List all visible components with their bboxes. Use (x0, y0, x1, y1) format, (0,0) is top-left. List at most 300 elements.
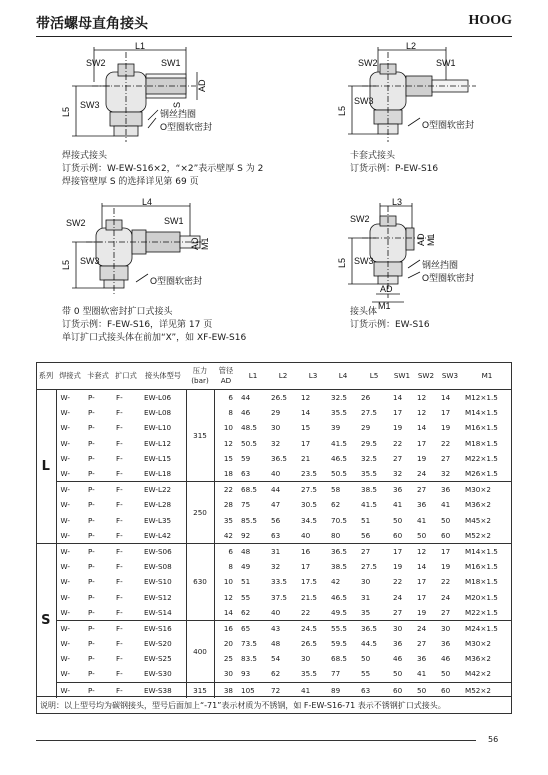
table-cell-l2: 72 (268, 682, 298, 698)
table-cell-l1: 50.5 (241, 438, 258, 448)
table-cell-w: W- (56, 682, 84, 698)
table-cell-m1: M36×2 (465, 500, 491, 510)
table-row (36, 513, 512, 528)
col-header: SW1 (390, 362, 414, 390)
table-cell-sw2: 17 (417, 438, 427, 448)
col-header: L1 (238, 362, 268, 390)
page-header (36, 6, 512, 37)
table-cell-l5: 41.5 (361, 500, 378, 510)
table-cell-m1: M18×1.5 (465, 577, 498, 587)
table-cell-m1: M22×1.5 (465, 453, 498, 463)
table-cell-f: F- (112, 482, 140, 498)
table-cell-l3: 24.5 (298, 620, 328, 636)
table-cell-sw3: 32 (441, 469, 451, 479)
table-row (36, 605, 512, 621)
dim-sw1-label: SW1 (164, 216, 184, 226)
table-cell-l2: 63 (271, 530, 281, 540)
dim-l5-label: L5 (61, 106, 71, 117)
table-cell-p: P- (88, 639, 95, 649)
table-cell-sw2: 27 (417, 639, 427, 649)
table-cell-l2: 44 (268, 482, 298, 498)
table-cell-w: W- (60, 562, 70, 572)
table-cell-w: W- (60, 577, 70, 587)
table-row (36, 497, 512, 512)
table-cell-ad: 20 (223, 639, 233, 649)
series-cell: S (36, 543, 56, 697)
col-header: 焊接式 (56, 362, 84, 390)
dim-sw2-label: SW2 (86, 58, 106, 68)
table-cell-m1: M26×1.5 (465, 469, 498, 479)
table-cell-m: EW-S38 (140, 682, 186, 698)
table-cell-l4: 35.5 (331, 408, 348, 418)
table-cell-m: EW-L15 (144, 453, 172, 463)
table-cell-sw1: 30 (390, 620, 414, 636)
table-cell-l1: 55 (241, 592, 251, 602)
table-cell-m: EW-S10 (144, 577, 172, 587)
table-cell-l4: 80 (331, 530, 341, 540)
table-cell-w: W- (60, 530, 70, 540)
table-cell-m: EW-S25 (144, 654, 172, 664)
table-cell-l2: 29 (271, 408, 281, 418)
spec-table (36, 362, 512, 698)
table-cell-l3: 41 (298, 682, 328, 698)
table-cell-sw2: 12 (414, 543, 438, 559)
table-cell-m: EW-L10 (144, 423, 172, 433)
table-cell-sw1: 19 (393, 423, 403, 433)
dim-ad-label: AD (416, 233, 426, 246)
dim-l4-label: L4 (142, 198, 153, 207)
table-cell-sw2: 24 (417, 469, 427, 479)
table-cell-sw2: 19 (417, 607, 427, 617)
body-caption (350, 306, 430, 332)
table-cell-sw2: 41 (417, 669, 427, 679)
table-cell-m: EW-L18 (144, 469, 172, 479)
table-cell-f: F- (116, 592, 123, 602)
table-cell-l2: 36.5 (271, 453, 288, 463)
table-cell-l2: 48 (271, 639, 281, 649)
table-header-row (36, 362, 512, 390)
dim-ad-label: AD (197, 79, 207, 92)
table-row (36, 390, 512, 406)
table-cell-p: P- (88, 393, 95, 403)
table-cell-sw3: 60 (438, 682, 462, 698)
table-cell-sw1: 22 (393, 577, 403, 587)
table-cell-l3: 26.5 (301, 639, 318, 649)
table-cell-sw3: 30 (438, 620, 462, 636)
table-cell-ad: 28 (223, 500, 233, 510)
o-ring-seal-label: O型圈软密封 (422, 120, 475, 130)
table-cell-f: F- (116, 453, 123, 463)
dim-l1-label: L1 (135, 42, 146, 51)
table-cell-m1: M24×1.5 (462, 620, 512, 636)
table-cell-l1: 51 (241, 577, 251, 587)
table-cell-w: W- (56, 482, 84, 498)
table-cell-p: P- (88, 592, 95, 602)
table-cell-ad: 6 (228, 393, 233, 403)
table-cell-f: F- (116, 530, 123, 540)
table-cell-p: P- (88, 438, 95, 448)
table-cell-l3: 34.5 (301, 515, 318, 525)
table-cell-l5: 51 (361, 515, 371, 525)
table-cell-l4: 70.5 (331, 515, 348, 525)
table-cell-w: W- (56, 620, 84, 636)
table-cell-sw1: 41 (393, 500, 403, 510)
table-cell-sw3: 19 (441, 423, 451, 433)
dim-l5-label: L5 (61, 259, 71, 270)
table-cell-w: W- (60, 515, 70, 525)
body-fitting-drawing (336, 198, 486, 310)
table-row (36, 451, 512, 466)
table-cell-l3: 23.5 (301, 469, 318, 479)
col-header: 管径AD (214, 362, 238, 390)
table-cell-f: F- (116, 669, 123, 679)
table-cell-sw1: 22 (393, 438, 403, 448)
table-cell-f: F- (116, 607, 123, 617)
table-cell-p: P- (88, 500, 95, 510)
weld-caption (62, 150, 263, 189)
table-cell-m: EW-L22 (140, 482, 186, 498)
page-number: 56 (488, 735, 499, 744)
table-cell-l2: 31 (268, 543, 298, 559)
table-cell-sw1: 32 (393, 469, 403, 479)
table-cell-l4: 59.5 (331, 639, 348, 649)
table-cell-ad: 30 (223, 669, 233, 679)
caption-line: 单订扩口式接头体在前加“X”，如 XF-EW-S16 (62, 333, 247, 343)
col-header: 扩口式 (112, 362, 140, 390)
table-cell-ad: 6 (214, 543, 238, 559)
table-cell-m1: M52×2 (465, 530, 491, 540)
col-header: SW3 (438, 362, 462, 390)
table-cell-sw1: 24 (393, 592, 403, 602)
dim-sw1-label: SW1 (436, 58, 456, 68)
table-cell-m: EW-L35 (144, 515, 172, 525)
table-note: 说明：以上型号均为碳钢接头，型号后面加上“-71”表示材质为不锈钢，如 F-EW-S16-71 表示不锈钢扩口式接头。 (36, 696, 512, 714)
table-cell-m: EW-L08 (144, 408, 172, 418)
table-cell-sw2: 24 (414, 620, 438, 636)
table-cell-sw1: 17 (393, 408, 403, 418)
table-cell-l1: 93 (241, 669, 251, 679)
table-cell-l4: 41.5 (331, 438, 348, 448)
dim-sw3-label: SW3 (80, 100, 100, 110)
table-cell-ad: 14 (223, 607, 233, 617)
table-cell-f: F- (116, 408, 123, 418)
table-cell-l1: 63 (241, 469, 251, 479)
table-cell-w: W- (60, 592, 70, 602)
table-cell-l2: 40 (271, 469, 281, 479)
table-cell-w: W- (60, 500, 70, 510)
table-cell-m: EW-S06 (140, 543, 186, 559)
table-cell-f: F- (116, 639, 123, 649)
table-row (36, 636, 512, 651)
col-header: SW2 (414, 362, 438, 390)
dim-l2-label: L2 (406, 42, 417, 51)
col-header: 系列 (36, 362, 56, 390)
dim-sw2-label: SW2 (350, 214, 370, 224)
table-cell-l1: 92 (241, 530, 251, 540)
table-cell-sw3: 22 (441, 438, 451, 448)
dim-sw3-label: SW3 (80, 256, 100, 266)
table-cell-l3: 17.5 (301, 577, 318, 587)
table-cell-sw1: 46 (393, 654, 403, 664)
table-cell-sw3: 27 (441, 453, 451, 463)
dim-m1-label: M1 (426, 233, 436, 246)
table-cell-sw3: 19 (441, 562, 451, 572)
table-cell-sw3: 17 (438, 543, 462, 559)
table-cell-sw1: 50 (393, 515, 403, 525)
table-cell-l5: 32.5 (361, 453, 378, 463)
table-cell-m: EW-S20 (144, 639, 172, 649)
table-cell-l3: 35.5 (301, 669, 318, 679)
dim-ad-bottom-label: AD (380, 284, 393, 294)
table-cell-m1: M36×2 (465, 654, 491, 664)
table-cell-m1: M18×1.5 (465, 438, 498, 448)
table-cell-ad: 8 (228, 408, 233, 418)
col-header: L2 (268, 362, 298, 390)
page-title: 带活螺母直角接头 (36, 16, 148, 32)
table-row (36, 589, 512, 604)
table-cell-p: P- (88, 453, 95, 463)
table-cell-w: W- (60, 393, 70, 403)
table-cell-sw3: 27 (441, 607, 451, 617)
table-cell-m: EW-S14 (144, 607, 172, 617)
col-header: M1 (462, 362, 512, 390)
table-cell-sw3: 50 (441, 515, 451, 525)
table-row (36, 574, 512, 589)
table-row (36, 528, 512, 544)
table-cell-m: EW-L28 (144, 500, 172, 510)
caption-line: 带 0 型圈软密封扩口式接头 (62, 307, 173, 317)
table-cell-sw1: 17 (390, 543, 414, 559)
dim-l5-label: L5 (337, 105, 347, 116)
table-cell-l2: 30 (271, 423, 281, 433)
table-row (36, 620, 512, 636)
table-cell-l5: 63 (358, 682, 390, 698)
table-cell-l5: 44.5 (361, 639, 378, 649)
table-cell-l3: 22 (301, 607, 311, 617)
table-cell-ad: 15 (223, 453, 233, 463)
table-cell-ad: 10 (223, 577, 233, 587)
table-cell-m1: M22×1.5 (465, 607, 498, 617)
table-cell-w: W- (60, 469, 70, 479)
table-row (36, 666, 512, 682)
table-cell-w: W- (60, 607, 70, 617)
table-cell-l4: 68.5 (331, 654, 348, 664)
table-cell-sw1: 36 (393, 639, 403, 649)
table-cell-sw3: 17 (441, 408, 451, 418)
table-cell-m1: M30×2 (462, 482, 512, 498)
table-cell-l1: 85.5 (241, 515, 258, 525)
table-cell-ad: 35 (223, 515, 233, 525)
table-cell-w: W- (56, 543, 84, 559)
table-cell-l5: 27 (358, 543, 390, 559)
table-cell-p: P- (84, 482, 112, 498)
o-ring-seal-label: O型圈软密封 (422, 273, 475, 283)
table-cell-p: P- (88, 669, 95, 679)
table-cell-l5: 26 (361, 393, 371, 403)
table-cell-l2: 32 (271, 562, 281, 572)
table-cell-m: EW-S08 (144, 562, 172, 572)
table-cell-l3: 17 (301, 438, 311, 448)
table-row (36, 482, 512, 498)
table-cell-sw1: 60 (390, 682, 414, 698)
table-cell-l3: 16 (298, 543, 328, 559)
dim-sw1-label: SW1 (161, 58, 181, 68)
dim-sw2-label: SW2 (358, 58, 378, 68)
table-cell-ad: 8 (228, 562, 233, 572)
table-cell-sw1: 36 (390, 482, 414, 498)
table-cell-sw3: 41 (441, 500, 451, 510)
table-cell-p: P- (88, 654, 95, 664)
table-cell-m: EW-L06 (144, 393, 172, 403)
table-cell-l3: 12 (301, 393, 311, 403)
table-cell-l2: 56 (271, 515, 281, 525)
table-cell-l5: 36.5 (358, 620, 390, 636)
wire-ring-label: 钢丝挡圈 (422, 260, 459, 270)
table-cell-f: F- (116, 423, 123, 433)
table-cell-sw3: 24 (441, 592, 451, 602)
pressure-cell: 400 (186, 620, 214, 682)
table-cell-sw1: 27 (393, 453, 403, 463)
table-cell-l1: 46 (241, 408, 251, 418)
col-header: 卡套式 (84, 362, 112, 390)
table-cell-sw2: 41 (417, 515, 427, 525)
table-cell-m: EW-L42 (144, 530, 172, 540)
caption-line: 焊接式接头 (62, 151, 108, 161)
pressure-cell: 630 (186, 543, 214, 620)
table-cell-f: F- (116, 562, 123, 572)
caption-line: 卡套式接头 (350, 151, 396, 161)
table-cell-l4: 49.5 (331, 607, 348, 617)
table-cell-sw3: 14 (441, 393, 451, 403)
table-cell-l2: 33.5 (271, 577, 288, 587)
table-cell-ad: 22 (214, 482, 238, 498)
table-cell-l1: 44 (241, 393, 251, 403)
table-cell-m1: M12×1.5 (465, 393, 498, 403)
table-cell-w: W- (60, 669, 70, 679)
table-cell-l3: 40 (301, 530, 311, 540)
table-cell-l2: 26.5 (271, 393, 288, 403)
table-cell-l5: 29.5 (361, 438, 378, 448)
dim-m1-label: M1 (200, 237, 210, 250)
table-cell-l4: 55.5 (328, 620, 358, 636)
table-cell-sw2: 17 (417, 577, 427, 587)
table-cell-f: F- (116, 438, 123, 448)
table-cell-sw2: 27 (414, 482, 438, 498)
table-cell-m1: M16×1.5 (465, 423, 498, 433)
caption-line: 订货示例：P-EW-S16 (350, 164, 439, 174)
table-cell-ad: 18 (223, 469, 233, 479)
dim-sw2-label: SW2 (66, 218, 86, 228)
table-cell-l2: 32 (271, 438, 281, 448)
table-cell-l2: 62 (271, 669, 281, 679)
table-cell-m1: M20×1.5 (465, 592, 498, 602)
table-cell-f: F- (112, 682, 140, 698)
table-cell-l1: 62 (241, 607, 251, 617)
table-cell-l5: 31 (361, 592, 371, 602)
table-cell-sw3: 50 (441, 669, 451, 679)
table-cell-sw2: 50 (414, 682, 438, 698)
table-cell-p: P- (88, 423, 95, 433)
table-cell-sw1: 60 (393, 530, 403, 540)
col-header: 压力(bar) (186, 362, 214, 390)
table-cell-l4: 39 (331, 423, 341, 433)
table-row (36, 420, 512, 435)
table-cell-sw1: 27 (393, 607, 403, 617)
table-cell-l5: 27.5 (361, 408, 378, 418)
table-cell-l5: 50 (361, 654, 371, 664)
table-cell-m1: M16×1.5 (465, 562, 498, 572)
dim-ad-label: AD (190, 237, 200, 250)
table-cell-l3: 14 (301, 408, 311, 418)
table-cell-l4: 38.5 (331, 562, 348, 572)
table-cell-l4: 32.5 (331, 393, 348, 403)
caption-line: 订货示例：W-EW-S16×2，“×2”表示壁厚 S 为 2 (62, 164, 264, 174)
table-cell-p: P- (88, 408, 95, 418)
table-cell-m: EW-S16 (140, 620, 186, 636)
table-cell-l4: 36.5 (328, 543, 358, 559)
table-cell-m1: M14×1.5 (462, 543, 512, 559)
table-cell-sw1: 14 (393, 393, 403, 403)
caption-line: 订货示例：F-EW-S16，详见第 17 页 (62, 320, 213, 330)
table-cell-l3: 21.5 (301, 592, 318, 602)
table-cell-f: F- (116, 393, 123, 403)
table-cell-m1: M42×2 (465, 669, 491, 679)
table-cell-f: F- (116, 515, 123, 525)
table-cell-l5: 27.5 (361, 562, 378, 572)
table-cell-sw2: 14 (417, 562, 427, 572)
table-cell-l4: 42 (331, 577, 341, 587)
table-cell-l5: 38.5 (358, 482, 390, 498)
table-cell-ad: 42 (223, 530, 233, 540)
table-cell-sw2: 12 (417, 393, 427, 403)
table-cell-p: P- (84, 620, 112, 636)
wire-ring-label: 钢丝挡圈 (160, 109, 197, 119)
table-cell-l2: 47 (271, 500, 281, 510)
table-cell-l1: 68.5 (238, 482, 268, 498)
table-row (36, 436, 512, 451)
table-cell-sw2: 50 (417, 530, 427, 540)
table-cell-l5: 29 (361, 423, 371, 433)
table-cell-sw2: 17 (417, 592, 427, 602)
col-header: 接头体型号 (140, 362, 186, 390)
table-cell-sw2: 36 (417, 500, 427, 510)
table-row (36, 466, 512, 482)
col-header: L3 (298, 362, 328, 390)
table-cell-l5: 35 (361, 607, 371, 617)
table-cell-w: W- (60, 453, 70, 463)
table-cell-f: F- (116, 577, 123, 587)
table-cell-l2: 40 (271, 607, 281, 617)
table-cell-l3: 30 (301, 654, 311, 664)
pressure-cell: 315 (186, 390, 214, 482)
table-row (36, 543, 512, 559)
table-cell-l4: 46.5 (331, 592, 348, 602)
table-cell-l4: 46.5 (331, 453, 348, 463)
table-cell-ad: 16 (214, 620, 238, 636)
weld-fitting-drawing (56, 42, 216, 144)
table-cell-f: F- (116, 469, 123, 479)
table-cell-p: P- (84, 543, 112, 559)
table-cell-l3: 15 (301, 423, 311, 433)
table-cell-f: F- (116, 500, 123, 510)
table-cell-sw1: 50 (393, 669, 403, 679)
dim-sw3-label: SW3 (354, 96, 374, 106)
table-cell-sw3: 22 (441, 577, 451, 587)
table-cell-sw2: 36 (417, 654, 427, 664)
table-cell-m1: M14×1.5 (465, 408, 498, 418)
table-cell-m1: M30×2 (465, 639, 491, 649)
dim-s-label: S (172, 101, 182, 108)
